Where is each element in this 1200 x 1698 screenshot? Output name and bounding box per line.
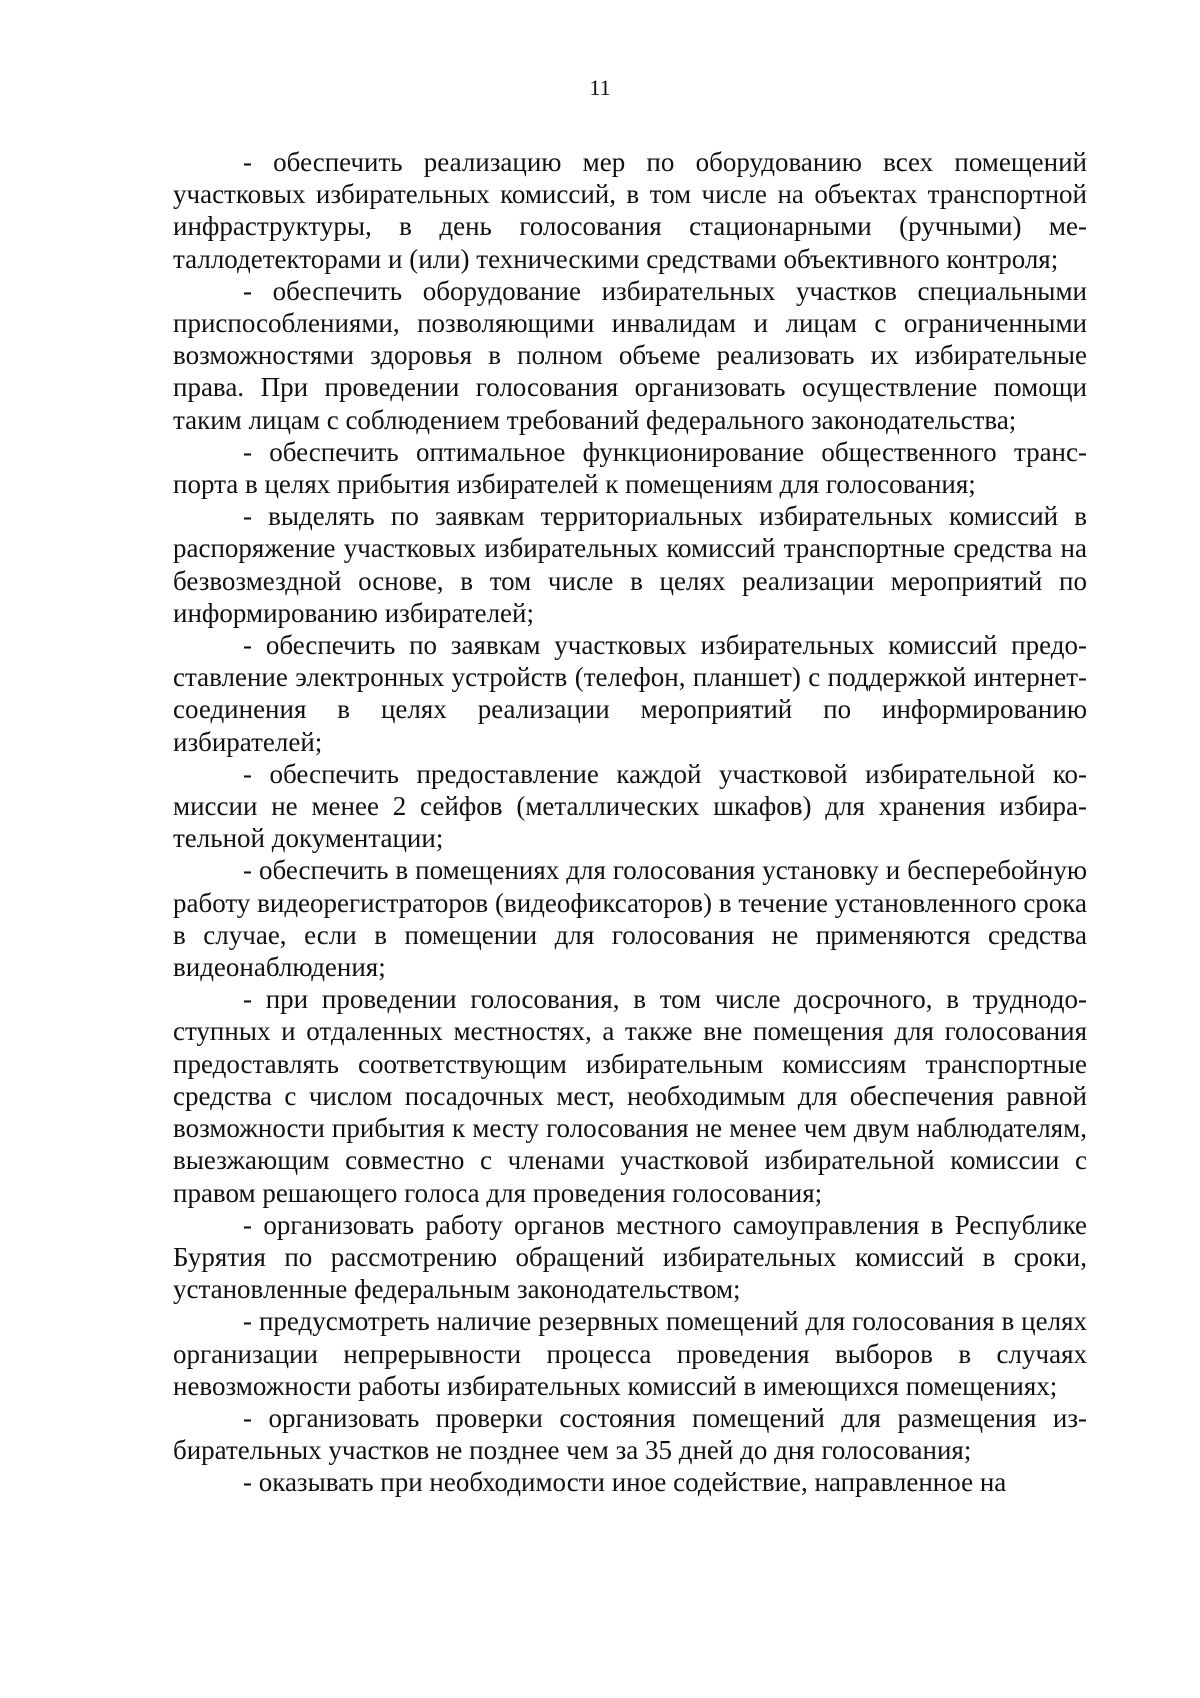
paragraph-accessibility: - обеспечить оборудование избирательных участков специальными приспособлениями, позволяющими инвалидам и лицам с ограниченными возможностями здоровья в полном объеме реализовать их избирательные права. При проведении голосования организовать осуществление помощи таким лицам с соблюдением требований федерального законодательства; (173, 275, 1087, 435)
page-number: 11 (589, 75, 611, 100)
paragraph-video-recorders: - обеспечить в помещениях для голосования установку и бесперебойную работу видеорегистраторов (видеофиксаторов) в течение установленного срока в случае, если в помещении для голосования не применяются средства видеонаблюдения; (173, 855, 1087, 983)
paragraph-premises-inspection: - организовать проверки состояния помещений для размещения избирательных участков не позднее чем за 35 дней до дня голосования; (173, 1402, 1087, 1466)
paragraph-metal-detectors: - обеспечить реализацию мер по оборудованию всех помещений участковых избирательных комиссий, в том числе на объектах транспортной инфраструктуры, в день голосования стационарными (ручными) металлодетекторами и (или) техническими средствами объективного контроля; (173, 147, 1087, 274)
paragraph-safes: - обеспечить предоставление каждой участковой избирательной комиссии не менее 2 сейфов (металлических шкафов) для хранения избирательной документации; (173, 758, 1087, 854)
paragraph-reserve-premises: - предусмотреть наличие резервных помещений для голосования в целях организации непрерывности процесса проведения выборов в случаях невозможности работы избирательных комиссий в имеющихся помещениях; (173, 1306, 1087, 1401)
paragraph-public-transport: - обеспечить оптимальное функционирование общественного транспорта в целях прибытия избирателей к помещениям для голосования; (173, 436, 1087, 500)
paragraph-remote-voting-transport: - при проведении голосования, в том числе досрочного, в труднодоступных и отдаленных местностях, а также вне помещения для голосования предоставлять соответствующим избирательным комиссиям транспортные средства с числом посадочных мест, необходимым для обеспечения равной возможности прибытия к месту голосования не менее чем двум наблюдателям, выезжающим совместно с членами участковой избирательной комиссии с правом решающего голоса для проведения голосования; (173, 984, 1087, 1208)
paragraph-electronic-devices: - обеспечить по заявкам участковых избирательных комиссий предоставление электронных устройств (телефон, планшет) с поддержкой интернет-соединения в целях реализации мероприятий по информированию избирателей; (173, 630, 1087, 757)
document-body (173, 146, 1087, 1499)
paragraph-local-government: - организовать работу органов местного самоуправления в Республике Бурятия по рассмотрению обращений избирательных комиссий в сроки, установленные федеральным законодательством; (173, 1209, 1087, 1305)
paragraph-transport-allocation: - выделять по заявкам территориальных избирательных комиссий в распоряжение участковых избирательных комиссий транспортные средства на безвозмездной основе, в том числе в целях реализации мероприятий по информированию избирателей; (173, 501, 1087, 628)
paragraph-other-assistance: - оказывать при необходимости иное содействие, направленное на (243, 1467, 1007, 1498)
